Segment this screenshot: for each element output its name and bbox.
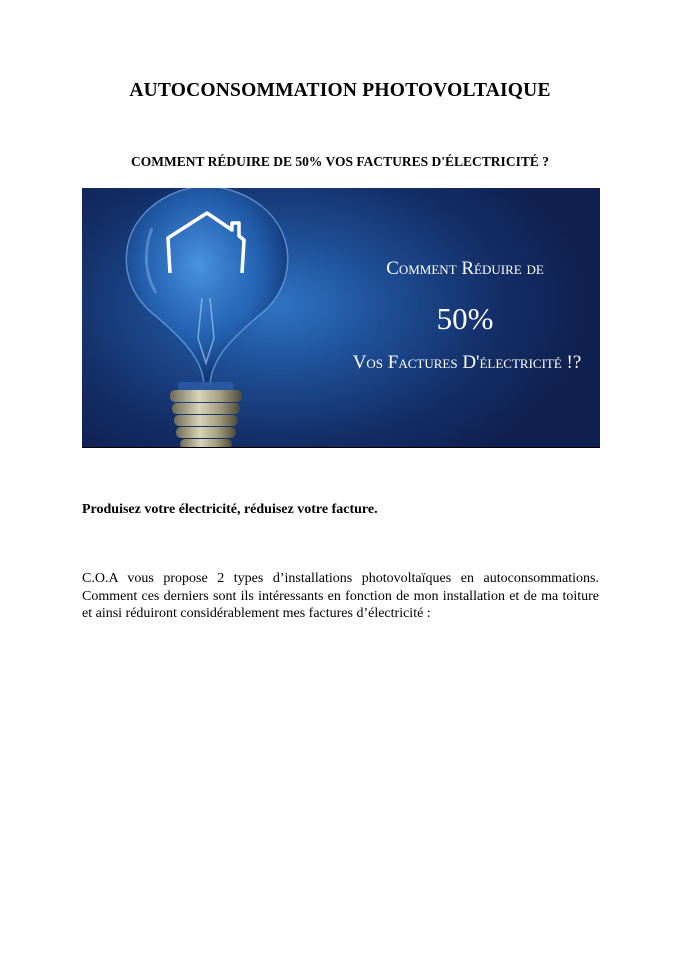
bulb-base: [170, 390, 242, 447]
banner-line3: Vos Factures D'électricité !?: [352, 352, 582, 373]
banner-line1: Comment Réduire de: [386, 258, 544, 279]
banner-image: [82, 188, 600, 448]
lead-sentence: Produisez votre électricité, réduisez votre facture.: [82, 502, 378, 517]
banner-percent: 50%: [436, 301, 494, 336]
document-title: AUTOCONSOMMATION PHOTOVOLTAIQUE: [129, 80, 551, 101]
body-paragraph: C.O.A vous propose 2 types d’installations photovoltaïques en autoconsommations. Comment ces derniers sont ils intéressants en fonction de mon installation et de ma toiture et ainsi réduiront considérablement mes factures d’électricité :: [82, 571, 599, 621]
bulb-glass: [126, 188, 287, 384]
document-subtitle: COMMENT RÉDUIRE DE 50% VOS FACTURES D'ÉLECTRICITÉ ?: [131, 154, 549, 169]
